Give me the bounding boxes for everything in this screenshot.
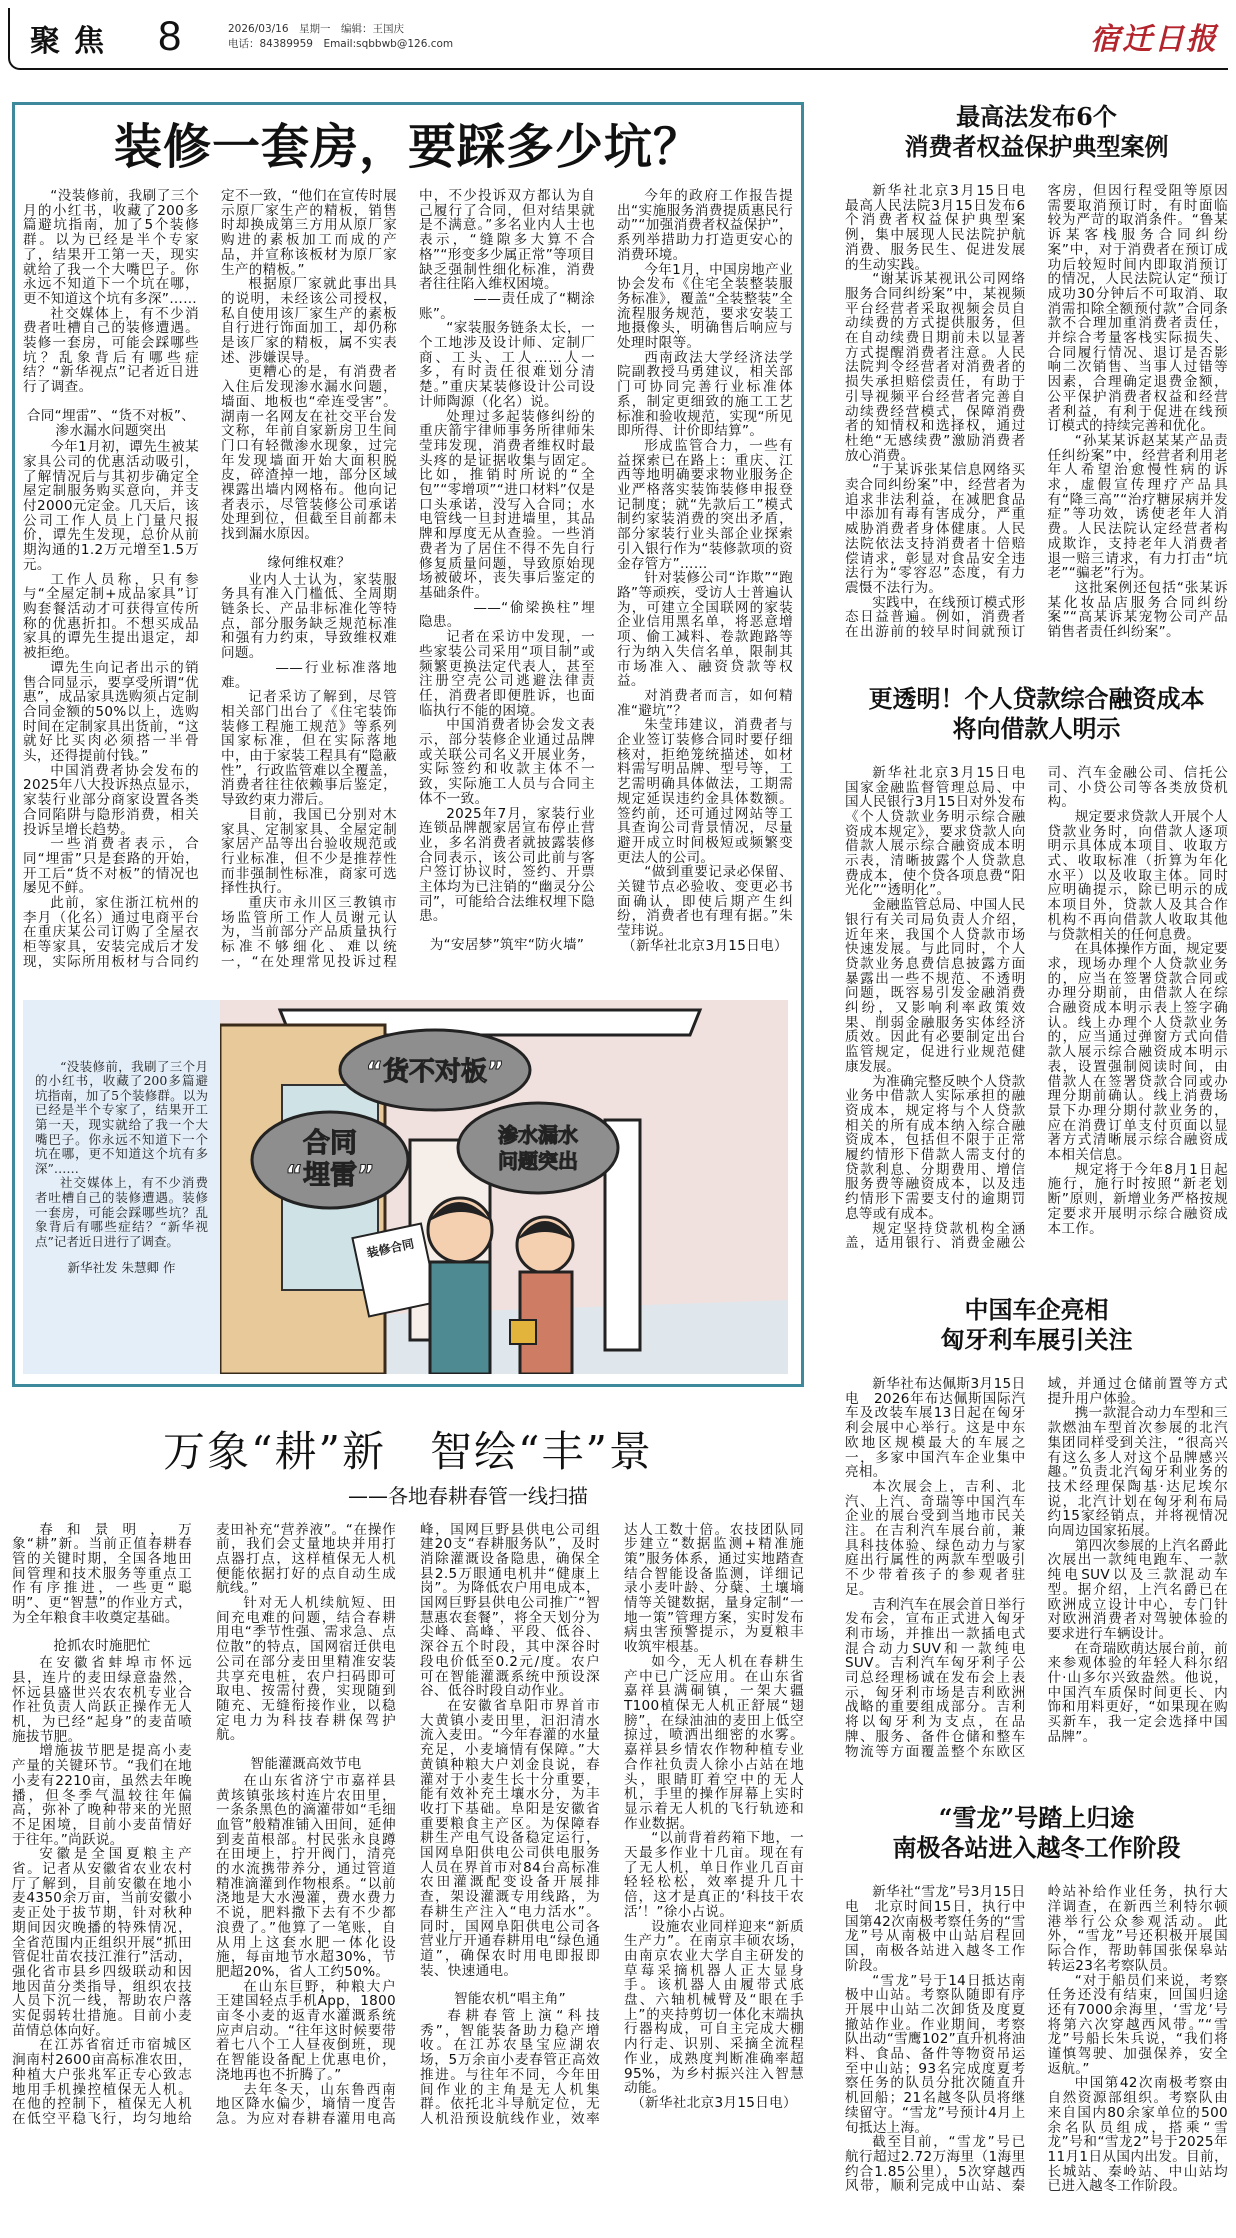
paragraph: 去年冬天，山东鲁西南地区降水偏少，墒情一度告急。为应对春耕春灌用电高峰，国网巨野县供电公司组建20支“春耕服务队”，及时消除灌溉设备隐患，确保全县2.5万眼通电机井“健康上岗”。为降低农户用电成本，国网巨野县供电公司推广“智慧惠农套餐”，将全天划分为尖峰、高峰、平段、低谷、深谷五个时段，其中深谷时段电价低至0.2元/度。农户可在智能灌溉系统中预设深谷、低谷时段自动作业。 <box>216 1521 600 2127</box>
paragraph: “雪龙”号于14日抵达南极中山站。考察队随即有序开展中山站二次卸货及度夏撤站作业。作业期间，考察队出动“雪鹰102”直升机将油料、食品、备件等物资吊运至中山站；93名完成度夏考察任务的队员分批次随直升机回船；21名越冬队员将继续留守。“雪龙”号预计4月上旬抵达上海。 <box>845 1972 1026 2136</box>
dateline: （新华社北京3月15日电） <box>622 937 788 954</box>
feature-headline: 装修一套房，要踩多少坑？ <box>113 119 702 175</box>
headline-line: 将向借款人明示 <box>952 713 1121 743</box>
headline-line: 更透明！个人贷款综合融资成本 <box>868 683 1205 713</box>
paragraph: 在安徽省蚌埠市怀远县，连片的麦田绿意盎然，怀远县盛世兴农农机专业合作社负责人尚跃正操作无人机，为已经“起身”的麦苗喷施拔节肥。 <box>12 1655 192 1745</box>
caption-paragraph: “没装修前，我刷了三个月的小红书，收藏了200多篇避坑指南，加了5个装修群。以为已经是半个专家了，结果开工第一天，现实就给了我一个大嘴巴子。你永远不知道下一个坑在哪，更不知道这个坑有多深”…… <box>35 1058 208 1176</box>
paragraph: “做到重要记录必保留、关键节点必验收、变更必书面确认，即使后期产生纠纷，消费者也有理有据。”朱莹玮说。 <box>617 864 793 940</box>
newspaper-logo: 宿迁日报 <box>1090 22 1218 57</box>
paragraph: 安徽是全国夏粮主产省。记者从安徽省农业农村厅了解到，目前安徽在地小麦4350余万亩，当前安徽小麦正处于拔节期，针对秋种期间因灾晚播的特殊情况，全省范围内正组织开展“抓田管促壮苗农技江淮行”活动，强化省市县乡四级联动和因地因苗分类指导，组织农技人员下沉一线，帮助农户落实促弱转壮措施。目前小麦苗情总体向好。 <box>12 1846 192 2039</box>
subheading: 智能农机“唱主角” <box>454 1991 566 2008</box>
bubble-text: 合同 <box>303 1127 357 1159</box>
paragraph: 新华社北京3月15日电 国家金融监督管理总局、中国人民银行3月15日对外发布《个人贷款业务明示综合融资成本规定》，要求贷款人向借款人展示综合融资成本明示表，清晰披露个人贷款息费成本，使个贷各项息费“阳光化”“透明化”。 <box>845 764 1040 899</box>
paragraph: 在具体操作方面，规定要求，现场办理个人贷款业务的，应当在签署贷款合同或办理分期前，由借款人在综合融资成本明示表上签字确认。线上办理个人贷款业务的，应当通过弹窗方式向借款人展示综合融资成本明示表，设置强制阅读时间，由借款人在签署贷款合同或办理分期前确认。线上消费场景下办理分期付款业务的，应在消费订单支付页面以显著方式清晰展示综合融资成本相关信息。 <box>1047 941 1228 1164</box>
paragraph: 这批案例还包括“张某诉某化妆品店服务合同纠纷案”“高某诉某宠物公司产品销售者责任纠纷案”。 <box>1047 579 1228 641</box>
subheading: 抢抓农时施肥忙 <box>53 1638 151 1655</box>
paragraph: 中国第42次南极考察由自然资源部组织。考察队由来自国内80余家单位的500余名队员组成，搭乘“雪龙”号和“雪龙2”号于2025年11月1日从国内出发。目前，长城站、秦岭站、中山站均已进入越冬工作阶段。 <box>1047 2075 1228 2195</box>
paragraph: 中国消费者协会发文表示，部分装修企业通过品牌或关联公司名义开展业务，实际签约和收款主体不一致，实际施工人员与合同主体不一致。 <box>419 717 595 807</box>
contract-document <box>352 1223 437 1316</box>
paragraph: 更糟心的是，有消费者入住后发现渗水漏水问题，墙面、地板也“牵连受害”。湖南一名网友在社交平台发文称，年前自家新房卫生间门口有轻微渗水现象，过完年发现墙面开始大面积脱皮，碎渣掉一地，部分区域裸露出墙内网格布。他向记者表示，尽管装修公司承诺处理到位，但截至目前都未找到漏水原因。 <box>221 364 397 543</box>
section-lead: ——责任成了“糊涂账”。 <box>419 290 595 322</box>
section-name: 聚焦 <box>30 24 118 59</box>
paragraph: 业内人士认为，家装服务具有准入门槛低、全周期链条长、产品非标准化等特点，部分服务缺乏规范标准和强有力约束，导致维权难问题。 <box>221 571 397 662</box>
paragraph: “家装服务链条太长，一个工地涉及设计师、定制厂商、工头、工人……人一多，有时责任很难划分清楚。”重庆某装修设计公司设计师陶源（化名）说。 <box>419 320 595 410</box>
paragraph: 西南政法大学经济法学院副教授马勇建议，相关部门可协同完善行业标准体系，制定更细致的施工工艺标准和验收规范，实现“所见即所得、计价即结算”。 <box>617 349 793 440</box>
article-body <box>845 1885 1228 2194</box>
page-header-frame <box>8 8 1228 70</box>
cloud-bubble-mismatch <box>340 1030 530 1110</box>
paragraph: 针对无人机续航短、田间充电难的问题，结合春耕用电“季节性强、需求急、点位散”的特点，国网宿迁供电公司在部分麦田里精准安装共享充电桩，农户扫码即可取电、按需付费，实现随到随充、无缝衔接作业，以稳定电力为科技春耕保驾护航。 <box>216 1595 396 1744</box>
subheading: 缘何维权难？ <box>267 554 351 571</box>
paragraph: 在山东省济宁市嘉祥县黄垓镇张垓村连片农田里，一条条黑色的滴灌带如“毛细血管”般精准铺入田间，延伸到麦苗根部。村民张永良蹲在田埂上，拧开阀门，清亮的水流携带养分，通过管道精准滴灌到作物根系。“以前浇地是大水漫灌，费水费力不说，肥料撒下去有不少都浪费了。”他算了一笔账，自从用上这套水肥一体化设施，每亩地节水超30%，节肥超20%，省人工约50%。 <box>216 1772 396 1980</box>
section-lead: ——“偷梁换柱”埋隐患。 <box>419 599 595 631</box>
paragraph: 一些消费者表示，合同“埋雷”只是套路的开始，开工后“货不对板”的情况也屡见不鲜。 <box>23 836 199 897</box>
article-body <box>845 1377 1228 1759</box>
paragraph: “对于船员们来说，考察任务还没有结束，回国归途还有7000余海里，‘雪龙’号将第六次穿越西风带。”“雪龙”号船长朱兵说，“我们将谨慎驾驶、加强保养，安全返航。” <box>1047 1972 1228 2077</box>
headline-line: 中国车企亮相 <box>964 1295 1109 1324</box>
paragraph: 如今，无人机在春耕生产中已广泛应用。在山东省嘉祥县满硐镇，一架大疆T100植保无人机正舒展“翅膀”，在绿油油的麦田上低空掠过，喷洒出细密的水雾。嘉祥县乡情农作物种植专业合作社负责人徐小占站在地头，眼睛盯着空中的无人机，手里的操作屏幕上实时显示着无人机的飞行轨迹和作业数据。 <box>624 1653 804 1832</box>
feature-article-frame <box>12 102 804 1387</box>
article-body <box>845 184 1228 640</box>
headline-line: 南极各站进入越冬工作阶段 <box>892 1833 1181 1863</box>
headline-line: 匈牙利车展引关注 <box>940 1325 1133 1354</box>
paragraph: “没装修前，我刷了三个月的小红书，收藏了200多篇避坑指南，加了5个装修群。以为已经是半个专家了，结果开工第一天，现实就给了我一个大嘴巴子。你永远不知道下一个坑在哪，更不知道这个坑有多深”…… <box>23 188 199 307</box>
paragraph: “于某诉张某信息网络买卖合同纠纷案”中，经营者为追求非法利益，在减肥食品中添加有毒有害成分，严重威胁消费者身体健康。人民法院依法支持消费者十倍赔偿请求，彰显对食品安全违法行为“零容忍”态度，有力震慑不法行为。 <box>845 462 1026 596</box>
page-number: 8 <box>158 12 182 59</box>
paragraph: “孙某某诉赵某某产品责任纠纷案”中，经营者利用老年人希望治愈慢性病的诉求，虚假宣传理疗产品具有“降三高”“治疗糖尿病并发症”等功效，诱使老年人消费。人民法院认定经营者构成欺诈，支持老年人消费者退一赔三请求，有力打击“坑老”“骗老”行为。 <box>1047 432 1228 582</box>
article-body <box>845 766 1228 1251</box>
paragraph: 记者在采访中发现，一些家装公司采用“项目制”或频繁更换法定代表人，甚至注册空壳公司逃避法律责任，消费者即便胜诉，也面临执行不能的困境。 <box>419 629 595 719</box>
farming-subheadline: ——各地春耕春管一线扫描 <box>348 1483 588 1508</box>
paragraph: 金融监管总局、中国人民银行有关司局负责人介绍，近年来，我国个人贷款市场快速发展。与此同时，个人贷款业务息费信息披露方面暴露出一些不规范、不透明问题，既容易引发金融消费纠纷，又影响利率政策效果、削弱金融服务实体经济质效。因此有必要制定出台监管规定，促进行业规范健康发展。 <box>845 897 1026 1075</box>
paragraph: “以前背着药箱下地，一天最多作业十几亩。现在有了无人机，单日作业几百亩轻轻松松，效率提升几十倍，这才是真正的‘科技干农活’！”徐小占说。 <box>624 1830 804 1920</box>
paragraph: 社交媒体上，有不少消费者吐槽自己的装修遭遇。装修一套房，可能会踩哪些坑？乱象背后有哪些症结？“新华视点”记者近日进行了调查。 <box>23 305 199 396</box>
dateline: （新华社北京3月15日电） <box>631 2094 797 2111</box>
paragraph: 根据原厂家就此事出具的说明，未经该公司授权，私自使用该厂家生产的素板自行进行饰面加工，却仍称是该厂家的精板，属不实表述、涉嫌误导。 <box>221 276 397 366</box>
paragraph: 对消费者而言，如何精准“避坑”？ <box>617 687 793 719</box>
page-body <box>12 102 1228 2238</box>
paragraph: 工作人员称，只有参与“全屋定制+成品家具”订购套餐活动才可获得宣传所称的优惠折扣。不想买成品家具的谭先生提出退定，却被拒绝。 <box>23 571 199 662</box>
paragraph: 在江苏省宿迁市宿城区涧南村2600亩高标准农田，种植大户张兆军正专心致志地用手机操控植保无人机。在他的控制下，植保无人机在低空平稳飞行，均匀地给麦田补充“营养液”。“在操作前，我们会丈量地块并用打点器打点，这样植保无人机便能依据打好的点自动生成航线。” <box>12 1521 396 2127</box>
paragraph: 实践中，在线预订模式形态日益普遍。例如，消费者在出游前的较早时间就预订客房，但因行程受阻等原因需要取消预订时，有时面临较为严苛的取消条件。“鲁某诉某客栈服务合同纠纷案”中，对于消费者在预订成功后较短时间内即取消预订的情况，人民法院认定“预订成功30分钟后不可取消、取消需扣除全额预付款”合同条款不合理加重消费者责任，并综合考量客栈实际损失、合同履行情况、退订是否影响二次销售、当事人过错等因素，合理确定退费金额，公平保护消费者权益和经营者利益，有利于促进在线预订模式的持续完善和优化。 <box>845 183 1228 641</box>
paragraph: 朱莹玮建议，消费者与企业签订装修合同时要仔细核对，拒绝笼统描述，如材料需写明品牌、型号等，工艺需明确具体做法，工期需规定延误违约金具体数额。签约前，还可通过网站等工具查询公司背景情况，尽量避开成立时间极短或频繁变更法人的公司。 <box>617 717 793 866</box>
paragraph: 携一款混合动力车型和三款燃油车型首次参展的北汽集团同样受到关注，“很高兴有这么多人对这个品牌感兴趣。”负责北汽匈牙利业务的技术经理保陶基·达尼埃尔说，北汽计划在匈牙利布局约15家经销点，并将视情况向周边国家拓展。 <box>1047 1405 1228 1540</box>
paragraph: 新华社布达佩斯3月15日电 2026年布达佩斯国际汽车及改装车展13日起在匈牙利会展中心举行。这是中东欧地区规模最大的车展之一，多家中国汽车企业集中亮相。 <box>845 1376 1026 1481</box>
paragraph: 处理过多起装修纠纷的重庆箭宇律师事务所律师朱莹玮发现，消费者维权时最头疼的是证据收集与固定。比如，推销时所说的“全包”“零增项”“进口材料”仅是口头承诺，没写入合同；水电管线一旦封进墙里，其品牌和厚度无从查验。一些消费者为了居住不得不先自行修复质量问题，导致原始现场被破坏，丧失事后鉴定的基础条件。 <box>419 408 595 601</box>
paragraph: 今年1月，中国房地产业协会发布《住宅全装整装服务标准》，覆盖“全装整装”全流程服务规范，要求安装工地摄像头，明确售后响应与处理时限等。 <box>617 261 793 352</box>
paragraph: 重庆市永川区三教镇市场监管所工作人员谢元认为，当前部分产品质量执行标准不够细化、难以统一，“在处理常见投诉过程中，不少投诉双方都认为自己履行了合同，但对结果就是不满意。”多名业内人士也表示，“缝隙多大算不合格”“形变多少属正常”等项目缺乏强制性细化标准，消费者往往陷入维权困境。 <box>221 188 595 970</box>
bubble-text: “埋雷” <box>285 1159 375 1191</box>
farming-article-body <box>12 1523 804 2127</box>
paragraph: 规定将于今年8月1日起施行，施行时按照“新老划断”原则，新增业务严格按规定要求开展明示综合融资成本工作。 <box>1047 1161 1228 1237</box>
subheading: 智能灌溉高效节电 <box>250 1756 362 1773</box>
paragraph: 在奇瑞欧萌达展台前，前来参观体验的年轻人科尔绍什·山多尔兴致盎然。他说，中国汽车质保时间更长、内饰和用料更好，“如果现在购买新车，我一定会选择中国品牌”。 <box>1047 1640 1228 1745</box>
paragraph: 为准确完整反映个人贷款业务中借款人实际承担的融资成本，规定将与个人贷款相关的所有成本纳入综合融资成本，包括但不限于正常履约情形下借款人需支付的贷款利息、分期费用、增信服务费等融资成本，以及违约情形下需要支付的逾期罚息等或有成本。 <box>845 1073 1026 1222</box>
paragraph: 新华社“雪龙”号3月15日电 北京时间15日，执行中国第42次南极考察任务的“雪龙”号从南极中山站启程回国，南极各站进入越冬工作阶段。 <box>845 1884 1026 1974</box>
date-editor-line: 2026/03/16 星期一 编辑：王国庆 <box>228 23 405 35</box>
headline-line: 消费者权益保护典型案例 <box>904 132 1169 161</box>
paragraph: 今年的政府工作报告提出“实施服务消费提质惠民行动”“加强消费者权益保护”，系列举措助力打造更安心的消费环境。 <box>617 188 793 263</box>
illustration-row <box>23 1000 788 1374</box>
woman-figure <box>510 1217 573 1374</box>
paragraph: 增施拔节肥是提高小麦产量的关键环节。“我们在地小麦有2210亩，虽然去年晚播，但冬季气温较往年偏高，弥补了晚种带来的光照不足困境，目前小麦苗情好于往年。”尚跃说。 <box>12 1743 192 1848</box>
paragraph: 规定坚持贷款机构全涵盖，适用银行、消费金融公司、汽车金融公司、信托公司、小贷公司等各类放贷机构。 <box>845 764 1228 1252</box>
paragraph: 春和景明，万象“耕”新。当前正值春耕春管的关键时期，全国各地田间管理和技术服务等重点工作有序推进，一些更“聪明”、更“智慧”的作业方式，为全年粮食丰收奠定基础。 <box>12 1521 192 1626</box>
article-headline <box>845 1295 1228 1355</box>
paragraph: 设施农业同样迎来“新质生产力”。在南京丰硕农场，由南京农业大学自主研发的草莓采摘机器人正大显身手。该机器人由履带式底盘、六轴机械臂及“眼在手上”的夹持剪切一体化末端执行器构成，可自主完成大棚内行走、识别、采摘全流程作业，成熟度判断准确率超95%，为乡村振兴注入智慧动能。 <box>624 1918 804 2097</box>
paragraph: 今年1月初，谭先生被某家具公司的优惠活动吸引，了解情况后与其初步确定全屋定制服务购买意向，并支付2000元定金。几天后，该公司工作人员上门量尺报价，谭先生发现，总价从前期沟通的1.2万元增至1.5万元。 <box>23 439 199 573</box>
paragraph: 新华社北京3月15日电 最高人民法院3月15日发布6个消费者权益保护典型案例，集中展现人民法院护航消费、服务民生、促进发展的生动实践。 <box>845 183 1040 273</box>
man-figure <box>428 1198 492 1374</box>
subheading: 合同“埋雷”、“货不对板”、渗水漏水问题突出 <box>26 407 196 439</box>
article-headline <box>845 1803 1228 1863</box>
cloud-bubble-contract-mine <box>252 1112 408 1208</box>
right-column <box>845 102 1228 2238</box>
bubble-text: 渗水漏水 <box>498 1122 578 1147</box>
paragraph: “谢某诉某视讯公司网络服务合同纠纷案”中，某视频平台经营者采取视频会员自动续费的方式提供服务，但在自动续费日期前未以显著方式提醒消费者注意。人民法院判令经营者对消费者的损失承担赔偿责任，有助于引导视频平台经营者完善自动续费经营模式，保障消费者的知情权和选择权，通过杜绝“无感续费”激励消费者放心消费。 <box>845 271 1026 464</box>
illustration-credit: 新华社发 朱慧卿 作 <box>67 1260 176 1276</box>
paragraph: 截至目前，“雪龙”号已航行超过2.72万海里（1海里约合1.85公里），5次穿越西风带，顺利完成中山站、秦岭站补给作业任务，执行大洋调查，在新西兰利特尔顿港举行公众参观活动。此外，“雪龙”号还积极开展国际合作，帮助韩国张保皋站转运23名考察队员。 <box>845 1884 1228 2195</box>
issue-meta <box>228 22 453 52</box>
cartoon-illustration <box>220 1000 788 1374</box>
illustration-caption <box>23 1000 220 1374</box>
paragraph: 针对装修公司“诈欺”“跑路”等顽疾，受访人士普遍认为，可建立全国联网的家装企业信用黑名单，将恶意增项、偷工减料、卷款跑路等行为纳入失信名单，限制其市场准入、融资贷款等权益。 <box>617 570 793 690</box>
article-headline <box>845 102 1228 162</box>
paragraph: 2025年7月，家装行业连锁品牌靓家居宣布停止营业，多名消费者就披露装修合同表示，该公司此前与客户签订协议时，签约、开票主体均为已注销的“幽灵分公司”，可能给合法维权埋下隐患。 <box>419 805 595 925</box>
bubble-text: “货不对板” <box>365 1056 505 1087</box>
paragraph: 规定要求贷款人开展个人贷款业务时，向借款人逐项明示具体成本项目、收取方式、收取标准（折算为年化水平）以及收取主体。同时应明确提示，除已明示的成本项目外，贷款人及其合作机构不再向借款人收取其他与贷款相关的任何息费。 <box>1047 808 1228 943</box>
section-lead: ——行业标准落地难。 <box>221 659 397 691</box>
cloud-bubble-leak <box>458 1103 618 1193</box>
paragraph: 谭先生向记者出示的销售合同显示，要享受所谓“优惠”，成品家具选购须占定制合同金额的50%以上，选购时间在定制家具出货前，“这就好比买肉必须搭一半骨头，还得提前付钱。” <box>23 659 199 765</box>
paragraph: 记者采访了解到，尽管相关部门出台了《住宅装饰装修工程施工规范》等系列国家标准，但在实际落地中，由于家装工程具有“隐蔽性”，行政监管难以全覆盖，消费者往往依赖事后鉴定，导致约束力滞后。 <box>221 689 397 809</box>
paragraph: 本次展会上，吉利、北汽、上汽、奇瑞等中国汽车企业的展台受到当地市民关注。在吉利汽车展台前，兼具科技体验、绿色动力与家庭出行属性的两款车型吸引不少带着孩子的参观者驻足。 <box>845 1478 1026 1598</box>
contract-label: 装修合同 <box>365 1236 416 1260</box>
paragraph: 中国消费者协会发布的2025年八大投诉热点显示，家装行业部分商家设置各类合同陷阱与隐形消费，相关投诉呈增长趋势。 <box>23 762 199 838</box>
bubble-text: 问题突出 <box>498 1148 578 1173</box>
headline-line: “雪龙”号踏上归途 <box>938 1803 1135 1833</box>
paragraph: 形成监管合力，一些有益探索已在路上：重庆、江西等地明确要求物业服务企业严格落实装饰装修申报登记制度；就“先款后工”模式制约家装消费的突出矛盾，部分家装行业头部企业探索引入银行作为“装修款项的资金存管方”…… <box>617 437 793 572</box>
paragraph: 第四次参展的上汽名爵此次展出一款纯电跑车、一款纯电SUV以及三款混动车型。据介绍，上汽名爵已在欧洲成立设计中心，专门针对欧洲消费者对驾驶体验的要求进行车辆设计。 <box>1047 1537 1228 1642</box>
contact-line: 电话：84389959 Email:sqbbwb@126.com <box>228 38 454 50</box>
subheading: 为“安居梦”筑牢“防火墙” <box>429 937 585 954</box>
caption-paragraph: 社交媒体上，有不少消费者吐槽自己的装修遭遇。装修一套房，可能会踩哪些坑？乱象背后有哪些症结？“新华视点”记者近日进行了调查。 <box>35 1175 208 1249</box>
paragraph: 目前，我国已分别对木家具、定制家具、全屋定制家居产品等出台验收规范或行业标准，但不少是推荐性而非强制性标准，商家可选择性执行。 <box>221 806 397 897</box>
farming-headline: 万象“耕”新 智绘“丰”景 <box>163 1426 653 1476</box>
article-headline <box>845 684 1228 744</box>
headline-line: 最高法发布6个 <box>956 102 1117 131</box>
paragraph: 在山东巨野，种粮大户王建国轻点手机App，1800亩冬小麦的返青水灌溉系统应声启动。“往年这时候要带着七八个工人昼夜倒班，现在智能设备配上优惠电价，浇地再也不折腾了。” <box>216 1978 396 2083</box>
paragraph: 吉利汽车在展会首日举行发布会，宣布正式进入匈牙利市场，并推出一款插电式混合动力SUV和一款纯电SUV。吉利汽车匈牙利子公司总经理杨诚在发布会上表示，匈牙利市场是吉利欧洲战略的重要组成部分。吉利将以匈牙利为支点，在品牌、服务、备件仓储和整车物流等方面覆盖整个东欧区域，并通过仓储前置等方式提升用户体验。 <box>845 1376 1228 1760</box>
feature-article-body <box>23 189 793 970</box>
left-column <box>12 102 804 2127</box>
paragraph: 此前，家住浙江杭州的李月（化名）通过电商平台在重庆某公司订购了全屋衣柜等家具，安装完成后才发现，实际所用板材与合同约定不一致，“他们在宣传时展示原厂家生产的精板，销售时却换成第三方用从原厂家购进的素板加工而成的产品，并宣称该板材为原厂家生产的精板。” <box>23 188 397 970</box>
paragraph: 春耕春管上演“科技秀”，智能装备助力稳产增收。在江苏农垦宝应湖农场，5万余亩小麦春管正高效推进。与往年不同，今年田间作业的主角是无人机集群。依托北斗导航定位，无人机沿预设航线作业，效率达人工数十倍。农技团队同步建立“数据监测+精准施策”服务体系，通过实地踏查结合智能设备监测，详细记录小麦叶龄、分蘖、土壤墒情等关键数据，量身定制“一地一策”管理方案，实时发布病虫害预警提示，为夏粮丰收筑牢根基。 <box>420 1521 804 2127</box>
paragraph: 在安徽省阜阳市界首市大黄镇小麦田里，汩汩清水流入麦田。“今年春灌的水量充足，小麦墒情有保障。”大黄镇种粮大户刘金良说，春灌对于小麦生长十分重要，能有效补充土壤水分，为丰收打下基础。阜阳是安徽省重要粮食主产区。为保障春耕生产电气设备稳定运行，国网阜阳供电公司供电服务人员在界首市对84台高标准农田灌溉配变设备开展排查，架设灌溉专用线路，为春耕生产注入“电力活水”。同时，国网阜阳供电公司各营业厅开通春耕用电“绿色通道”，确保农时用电即报即装、快速通电。 <box>420 1698 600 1979</box>
